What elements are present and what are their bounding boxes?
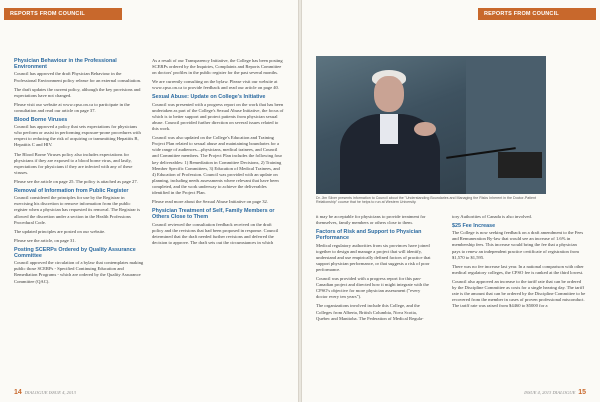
article-paragraph: As a result of our Transparency Initiative, the College has been posting SCERPs ordered by the Inquiries, Complaints and Reports Committee on doctors' profiles in the public register for the past several months. bbox=[152, 58, 283, 76]
article-paragraph: Council has approved the draft Physician Behaviour in the Professional Environment policy release for an external consultation. bbox=[14, 71, 142, 83]
right-page-number: 15 bbox=[578, 389, 586, 396]
right-page bbox=[302, 0, 600, 402]
article-heading: Sexual Abuse: Update on College's Initiative bbox=[152, 94, 266, 101]
left-page bbox=[0, 0, 298, 402]
right-footer bbox=[524, 389, 586, 396]
photo-speaker-hand bbox=[414, 122, 436, 136]
article-heading: $25 Fee Increase bbox=[452, 223, 496, 230]
article-heading: Posting SCERPs Ordered by Quality Assurance Committee bbox=[14, 246, 136, 260]
article-paragraph: Please see the article, on page 31. bbox=[14, 237, 76, 243]
right-magazine-name: ISSUE 4, 2013 DIALOGUE bbox=[524, 390, 576, 395]
article-paragraph: it may be acceptable for physicians to provide treatment for themselves, family members or others close to them. bbox=[316, 214, 426, 226]
article-paragraph: tory Authorities of Canada is also involved. bbox=[452, 214, 532, 219]
left-column-1 bbox=[14, 58, 144, 378]
left-column-2 bbox=[152, 58, 284, 378]
photo-speaker-head bbox=[374, 76, 404, 112]
article-paragraph: The updated principles are posted on our website. bbox=[14, 228, 106, 234]
left-magazine-name: DIALOGUE ISSUE 4, 2013 bbox=[24, 390, 76, 395]
article-paragraph: The organizations involved include this College, and the Colleges from Alberta, British Columbia, Nova Scotia, Quebec and Manitoba. The Federation of Medical Regula- bbox=[316, 303, 424, 321]
article-heading: Blood Borne Viruses bbox=[14, 116, 68, 123]
article-paragraph: Council also approved an increase to the tariff rate that can be ordered by the Discipline Committee as costs for a single hearing day. The tariff rate is the amount that can be ordered by the Discipline Committee to be recovered from the member in cases of proven professional misconduct. The tariff rate was raised from $4460 to $5000 for a bbox=[452, 278, 586, 309]
article-paragraph: Council approved the circulation of a bylaw that contemplates making public those SCERPs - Specified Continuing Education and Remediation Programs - which are ordered by the Quality Assurance Committee (QAC). bbox=[14, 260, 144, 284]
left-section-header: REPORTS FROM COUNCIL bbox=[4, 8, 122, 20]
photo-laptop bbox=[498, 152, 542, 178]
right-column-1 bbox=[316, 214, 432, 382]
right-section-header: REPORTS FROM COUNCIL bbox=[478, 8, 596, 20]
article-paragraph: Council was also updated on the College's Education and Training Project Plan related to sexual abuse and maintaining boundaries for a wide range of audiences—physicians, medical trainees, and Council and Committee members. The Project Plan includes the following four key deliverables: 1) Remediation in Committee Decisions, 2) Training Member Specific Committees, 3) Education of Medical Trainees, and 4) Education of Profession. Council was provided with an update on planning, including needs assessments where relevant that have been completed, and the work underway to achieve the deliverables identified in the Project Plan. bbox=[152, 135, 283, 195]
article-paragraph: Council reviewed the consultation feedback received on the draft policy and the revisions that had been proposed in response. Council determined that the draft needed further revisions and deferred the decision to approve. The draft sets out the circumstances in which bbox=[152, 221, 279, 245]
photo-speaker-shirt bbox=[380, 114, 398, 144]
left-footer bbox=[14, 389, 76, 396]
article-paragraph: Medical regulatory authorities from six provinces have joined together to design and manage a project that will identify, understand and use empirically defined factors of practice that support physician performance, or that suggests a risk of poor performance. bbox=[316, 242, 431, 272]
article-heading: Physician Treatment of Self, Family Members or Others Close to Them bbox=[152, 208, 275, 221]
article-paragraph: Please visit our website at www.cpso.on.ca to participate in the consultation and read our article on page 37. bbox=[14, 101, 130, 113]
article-paragraph: Council was presented with a progress report on the work that has been undertaken as part of the College's Sexual Abuse Initiative, the focus of which is to better support and protect patients from physician sexual abuse. Council provided further direction on several issues related to this work. bbox=[152, 101, 284, 132]
article-heading: Removal of Information from Public Register bbox=[14, 188, 129, 195]
article-heading: Factors of Risk and Support to Physician Performance bbox=[316, 229, 422, 242]
left-page-number: 14 bbox=[14, 389, 22, 396]
article-paragraph: Council considered the principles for use by the Registrar in exercising his discretion to remove information from the public register when a physician has requested its removal. The Registrar is allowed the discretion under a section in the Health Professions Procedural Code. bbox=[14, 195, 141, 225]
right-column-2 bbox=[452, 214, 586, 382]
photo-caption: Dr. Jim Silver presents information to Council about the "Understanding Boundaries and Managing the Risks Inherent in the Doctor-Patient Relationship" course that he helps to run at Western University. bbox=[316, 196, 537, 205]
article-paragraph: Council was provided with a progress report for this pan-Canadian project and directed how it might integrate with the CPSO's objective for more physician assessment ("every doctor every ten years"). bbox=[316, 276, 429, 300]
article-paragraph: There was no fee increase last year. In a national comparison with other medical regulatory colleges, the CPSO fee is ranked at the third lowest. bbox=[452, 263, 584, 275]
article-paragraph: The draft updates the current policy, although the key provisions and expectations have not changed. bbox=[14, 86, 141, 98]
article-heading: Physician Behaviour in the Professional Environment bbox=[14, 58, 117, 71]
article-paragraph: Please see the article on page 25. The policy is attached as page 27. bbox=[14, 178, 138, 184]
article-paragraph: The Blood Borne Viruses policy also includes expectations for physicians if they are exposed to a blood borne virus, and lastly, expectations for physicians if they are infected with any of these viruses. bbox=[14, 151, 133, 175]
article-paragraph: We are currently consulting on the bylaw. Please visit our website at www.cpso.on.ca to provide feedback and read our article on page 40. bbox=[152, 79, 280, 91]
article-paragraph: Council has approved a policy that sets expectations for physicians who perform or assist in performing exposure-prone procedures with respect to reducing the risk of acquiring or transmitting Hepatitis B, Hepatitis C and HIV. bbox=[14, 124, 141, 148]
article-paragraph: Please read more about the Sexual Abuse Initiative on page 32. bbox=[152, 199, 268, 205]
article-paragraph: The College is now seeking feedback on a draft amendment to the Fees and Remuneration By-law that would see an increase of 1.6% in membership fees. This increase would bring the fee that a physician pays to renew an independent practice certificate of registration from $1,570 to $1,595. bbox=[452, 230, 584, 260]
speaker-photo bbox=[316, 56, 546, 194]
